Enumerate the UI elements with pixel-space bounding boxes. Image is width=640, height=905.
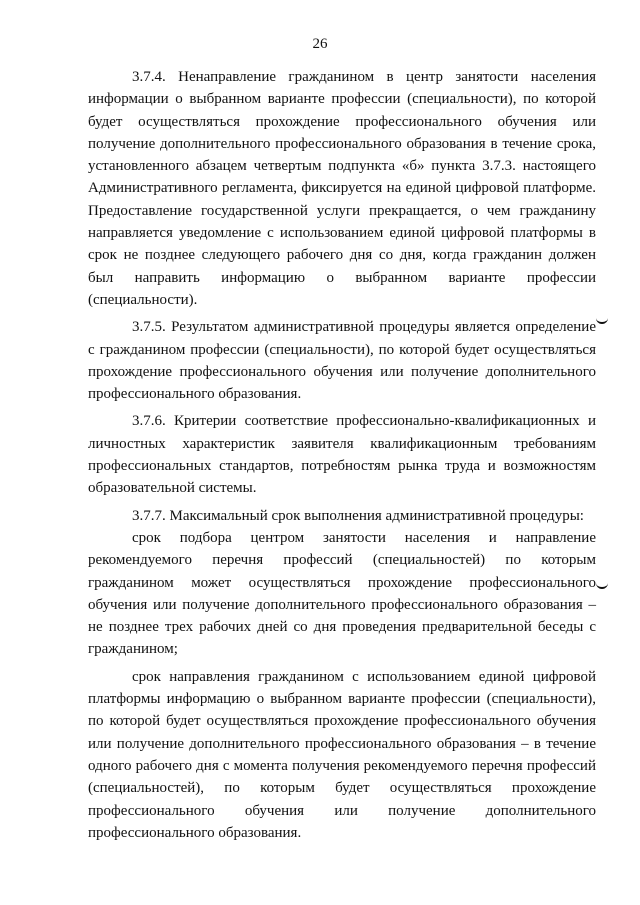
document-body	[88, 66, 596, 844]
paragraph-3-7-5: 3.7.5. Результатом административной процедуры является определение с гражданином профессии (специальности), по которой будет осуществляться прохождение профессионального обучения или получение дополнительного профессионального образования.	[88, 319, 596, 403]
paragraph-deadline-selection: срок подбора центром занятости населения и направление рекомендуемого перечня профессий (специальностей) по которым гражданином может осуществляться прохождение профессионального обучения или получение дополнительного профессионального образования – не позднее трех рабочих дней со дня проведения предварительной беседы с гражданином;	[88, 529, 596, 658]
paragraph-3-7-4: 3.7.4. Ненаправление гражданином в центр занятости населения информации о выбранном варианте профессии (специальности), по которой будет осуществляться прохождение профессионального обучения или получение дополнительного профессионального образования в течение срока, установленного абзацем четвертым подпункта «б» пункта 3.7.3. настоящего Административного регламента, фиксируется на единой цифровой платформе. Предоставление государственной услуги прекращается, о чем гражданину направляется уведомление с использованием единой цифровой платформы в срок не позднее следующего рабочего дня со дня, когда гражданин должен был направить информацию о выбранном варианте профессии (специальности).	[88, 69, 596, 308]
margin-mark	[596, 583, 608, 589]
page-number: 26	[312, 36, 328, 52]
paragraph-3-7-6: 3.7.6. Критерии соответствие профессионально-квалификационных и личностных характеристик заявителя квалификационным требованиям профессиональных стандартов, потребностям рынка труда и возможностям образовательной системы.	[88, 413, 596, 497]
paragraph-3-7-7: 3.7.7. Максимальный срок выполнения административной процедуры:	[132, 507, 584, 524]
margin-mark	[596, 318, 608, 324]
paragraph-deadline-submission: срок направления гражданином с использованием единой цифровой платформы информацию о выбранном варианте профессии (специальности), по которой будет осуществляться прохождение профессионального обучения или получение дополнительного профессионального образования – в течение одного рабочего дня с момента получения рекомендуемого перечня профессий (специальностей), по которым будет осуществляться прохождение профессионального обучения или получение дополнительного профессионального образования.	[88, 668, 596, 841]
